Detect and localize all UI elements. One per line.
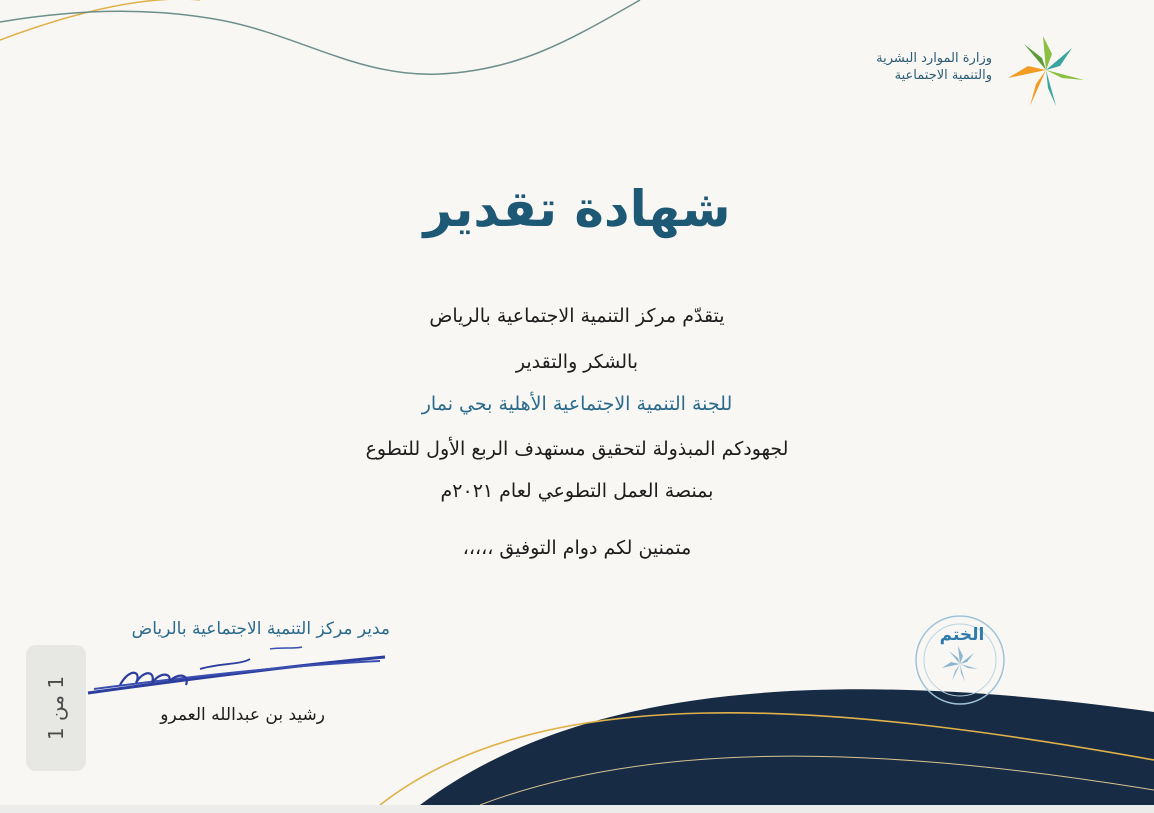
ministry-name-line2: والتنمية الاجتماعية xyxy=(894,68,992,83)
body-line-recipient: للجنة التنمية الاجتماعية الأهلية بحي نمار xyxy=(421,393,733,415)
body-line-presenter: يتقدّم مركز التنمية الاجتماعية بالرياض xyxy=(429,305,725,327)
body-line-thanks: بالشكر والتقدير xyxy=(515,351,639,373)
official-stamp xyxy=(912,612,1008,708)
ministry-logo xyxy=(856,36,1086,108)
signatory-title: مدير مركز التنمية الاجتماعية بالرياض xyxy=(131,619,390,639)
certificate-title: شهادة تقدير xyxy=(423,180,731,238)
body-line-reason: لجهودكم المبذولة لتحقيق مستهدف الربع الأول للتطوع xyxy=(365,438,789,460)
handwritten-signature xyxy=(80,645,390,705)
signatory-name: رشيد بن عبدالله العمرو xyxy=(160,705,325,725)
stamp-label: الختم xyxy=(939,625,985,645)
body-line-wishes: متمنين لكم دوام التوفيق ،،،،، xyxy=(462,537,692,559)
page-indicator-label: 1 من 1 xyxy=(44,675,68,741)
signature-block xyxy=(40,615,400,735)
page-indicator xyxy=(26,645,86,771)
ministry-star-icon xyxy=(1002,36,1086,108)
ministry-name xyxy=(852,50,992,84)
ministry-name-line1: وزارة الموارد البشرية xyxy=(876,51,992,66)
page-bottom-edge xyxy=(0,805,1154,813)
body-line-platform: بمنصة العمل التطوعي لعام ٢٠٢١م xyxy=(440,480,714,502)
